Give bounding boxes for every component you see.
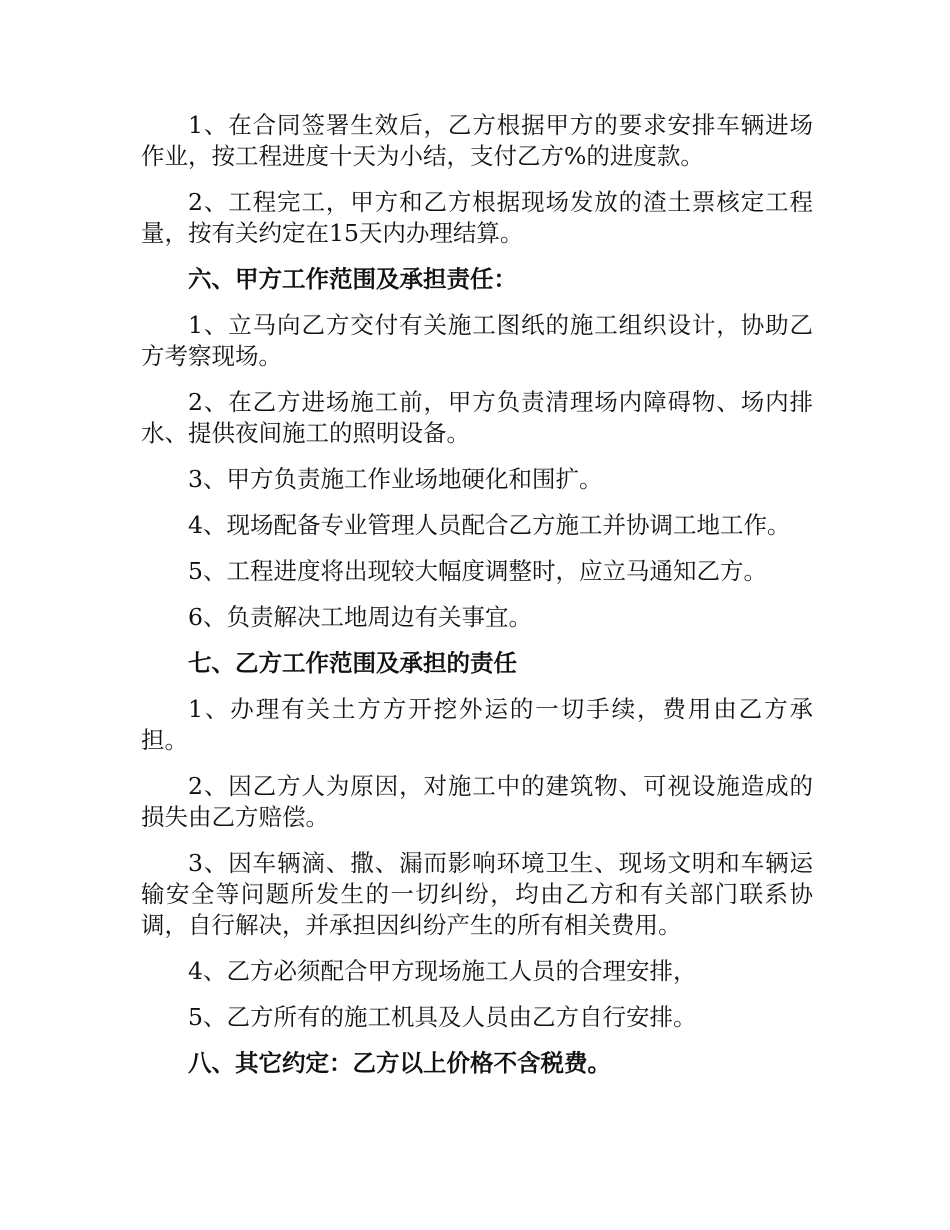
clause-paragraph: 1、在合同签署生效后，乙方根据甲方的要求安排车辆进场作业，按工程进度十天为小结，支付乙方%的进度款。: [141, 111, 813, 170]
clause-paragraph: 6、负责解决工地周边有关事宜。: [188, 603, 532, 631]
clause-paragraph: 2、工程完工，甲方和乙方根据现场发放的渣土票核定工程量，按有关约定在15天内办理结算。: [141, 188, 813, 247]
clause-paragraph: 2、在乙方进场施工前，甲方负责清理场内障碍物、场内排水、提供夜间施工的照明设备。: [141, 388, 813, 447]
clause-paragraph: 4、现场配备专业管理人员配合乙方施工并协调工地工作。: [188, 511, 791, 539]
clause-paragraph: 1、办理有关土方方开挖外运的一切手续，费用由乙方承担。: [141, 695, 813, 754]
document-page: [141, 110, 813, 1094]
section-heading: 七、乙方工作范围及承担的责任: [188, 649, 517, 677]
section-heading: 八、其它约定：乙方以上价格不含税费。: [188, 1049, 611, 1077]
clause-paragraph: 3、因车辆滴、撒、漏而影响环境卫生、现场文明和车辆运输安全等问题所发生的一切纠纷，均由乙方和有关部门联系协调，自行解决，并承担因纠纷产生的所有相关费用。: [141, 849, 813, 939]
clause-paragraph: 5、工程进度将出现较大幅度调整时，应立马通知乙方。: [188, 557, 767, 585]
clause-paragraph: 4、乙方必须配合甲方现场施工人员的合理安排，: [188, 957, 697, 985]
clause-paragraph: 5、乙方所有的施工机具及人员由乙方自行安排。: [188, 1003, 697, 1031]
clause-paragraph: 1、立马向乙方交付有关施工图纸的施工组织设计，协助乙方考察现场。: [141, 311, 813, 370]
clause-paragraph: 3、甲方负责施工作业场地硬化和围扩。: [188, 465, 603, 493]
clause-paragraph: 2、因乙方人为原因，对施工中的建筑物、可视设施造成的损失由乙方赔偿。: [141, 772, 813, 831]
section-heading: 六、甲方工作范围及承担责任：: [188, 265, 517, 293]
